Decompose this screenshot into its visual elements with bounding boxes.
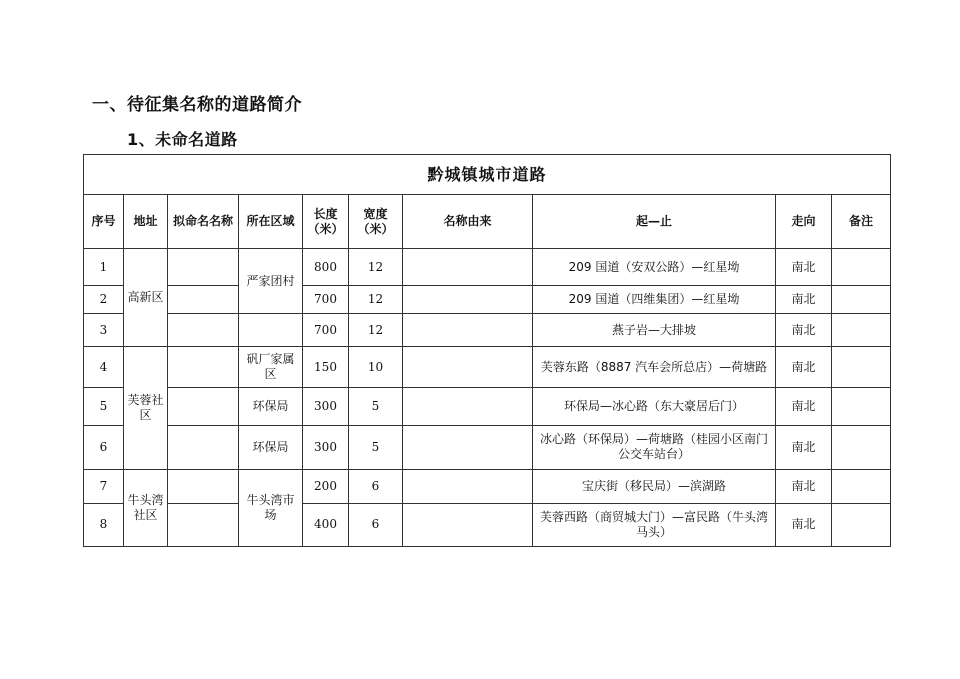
- width-cell: 5: [349, 387, 403, 425]
- seq-cell: 1: [84, 249, 124, 286]
- area-cell: [239, 314, 303, 347]
- header-remark: 备注: [832, 195, 891, 249]
- start-end-cell: 环保局—冰心路（东大豪居后门）: [533, 387, 776, 425]
- area-cell: 环保局: [239, 387, 303, 425]
- header-direction: 走向: [776, 195, 832, 249]
- proposed-name-cell: [168, 314, 239, 347]
- direction-cell: 南北: [776, 286, 832, 314]
- remark-cell: [832, 314, 891, 347]
- header-start-end: 起—止: [533, 195, 776, 249]
- length-cell: 800: [303, 249, 349, 286]
- area-cell: 牛头湾市场: [239, 469, 303, 546]
- start-end-cell: 209 国道（安双公路）—红星坳: [533, 249, 776, 286]
- remark-cell: [832, 503, 891, 546]
- header-length: 长度（米）: [303, 195, 349, 249]
- start-end-cell: 芙蓉东路（8887 汽车会所总店）—荷塘路: [533, 347, 776, 387]
- origin-cell: [403, 425, 533, 469]
- seq-cell: 3: [84, 314, 124, 347]
- length-cell: 400: [303, 503, 349, 546]
- area-cell: 严家团村: [239, 249, 303, 314]
- origin-cell: [403, 347, 533, 387]
- direction-cell: 南北: [776, 249, 832, 286]
- address-cell: 牛头湾社区: [124, 469, 168, 546]
- header-seq: 序号: [84, 195, 124, 249]
- table-row: [84, 286, 891, 314]
- remark-cell: [832, 249, 891, 286]
- width-cell: 12: [349, 286, 403, 314]
- direction-cell: 南北: [776, 469, 832, 503]
- table-row: [84, 249, 891, 286]
- proposed-name-cell: [168, 249, 239, 286]
- origin-cell: [403, 314, 533, 347]
- address-cell: 芙蓉社区: [124, 347, 168, 469]
- start-end-cell: 燕子岩—大排坡: [533, 314, 776, 347]
- section-heading: 一、待征集名称的道路简介: [92, 95, 302, 115]
- table-row: [84, 387, 891, 425]
- header-row: [84, 195, 891, 249]
- width-cell: 5: [349, 425, 403, 469]
- length-cell: 300: [303, 425, 349, 469]
- length-cell: 150: [303, 347, 349, 387]
- width-cell: 12: [349, 314, 403, 347]
- origin-cell: [403, 286, 533, 314]
- header-area: 所在区域: [239, 195, 303, 249]
- origin-cell: [403, 249, 533, 286]
- length-cell: 300: [303, 387, 349, 425]
- proposed-name-cell: [168, 503, 239, 546]
- seq-cell: 7: [84, 469, 124, 503]
- start-end-cell: 冰心路（环保局）—荷塘路（桂园小区南门公交车站台）: [533, 425, 776, 469]
- proposed-name-cell: [168, 469, 239, 503]
- start-end-cell: 宝庆街（移民局）—滨湖路: [533, 469, 776, 503]
- area-cell: 环保局: [239, 425, 303, 469]
- subsection-heading: 1、未命名道路: [127, 130, 238, 149]
- header-width: 宽度（米）: [349, 195, 403, 249]
- direction-cell: 南北: [776, 503, 832, 546]
- remark-cell: [832, 347, 891, 387]
- start-end-cell: 芙蓉西路（商贸城大门）—富民路（牛头湾马头）: [533, 503, 776, 546]
- origin-cell: [403, 503, 533, 546]
- seq-cell: 8: [84, 503, 124, 546]
- remark-cell: [832, 469, 891, 503]
- width-cell: 6: [349, 469, 403, 503]
- direction-cell: 南北: [776, 347, 832, 387]
- width-cell: 12: [349, 249, 403, 286]
- proposed-name-cell: [168, 347, 239, 387]
- header-origin: 名称由来: [403, 195, 533, 249]
- length-cell: 700: [303, 286, 349, 314]
- remark-cell: [832, 425, 891, 469]
- seq-cell: 2: [84, 286, 124, 314]
- area-cell: 矾厂家属区: [239, 347, 303, 387]
- remark-cell: [832, 387, 891, 425]
- table-row: [84, 425, 891, 469]
- table-row: [84, 347, 891, 387]
- remark-cell: [832, 286, 891, 314]
- seq-cell: 5: [84, 387, 124, 425]
- table-title: 黔城镇城市道路: [84, 155, 891, 195]
- direction-cell: 南北: [776, 387, 832, 425]
- length-cell: 200: [303, 469, 349, 503]
- origin-cell: [403, 387, 533, 425]
- seq-cell: 4: [84, 347, 124, 387]
- start-end-cell: 209 国道（四维集团）—红星坳: [533, 286, 776, 314]
- origin-cell: [403, 469, 533, 503]
- address-cell: 高新区: [124, 249, 168, 347]
- length-cell: 700: [303, 314, 349, 347]
- width-cell: 6: [349, 503, 403, 546]
- table-row: [84, 314, 891, 347]
- width-cell: 10: [349, 347, 403, 387]
- table-row: [84, 469, 891, 503]
- proposed-name-cell: [168, 387, 239, 425]
- header-address: 地址: [124, 195, 168, 249]
- roads-table: [83, 154, 891, 547]
- proposed-name-cell: [168, 286, 239, 314]
- seq-cell: 6: [84, 425, 124, 469]
- direction-cell: 南北: [776, 425, 832, 469]
- table-row: [84, 503, 891, 546]
- proposed-name-cell: [168, 425, 239, 469]
- direction-cell: 南北: [776, 314, 832, 347]
- header-proposed-name: 拟命名名称: [168, 195, 239, 249]
